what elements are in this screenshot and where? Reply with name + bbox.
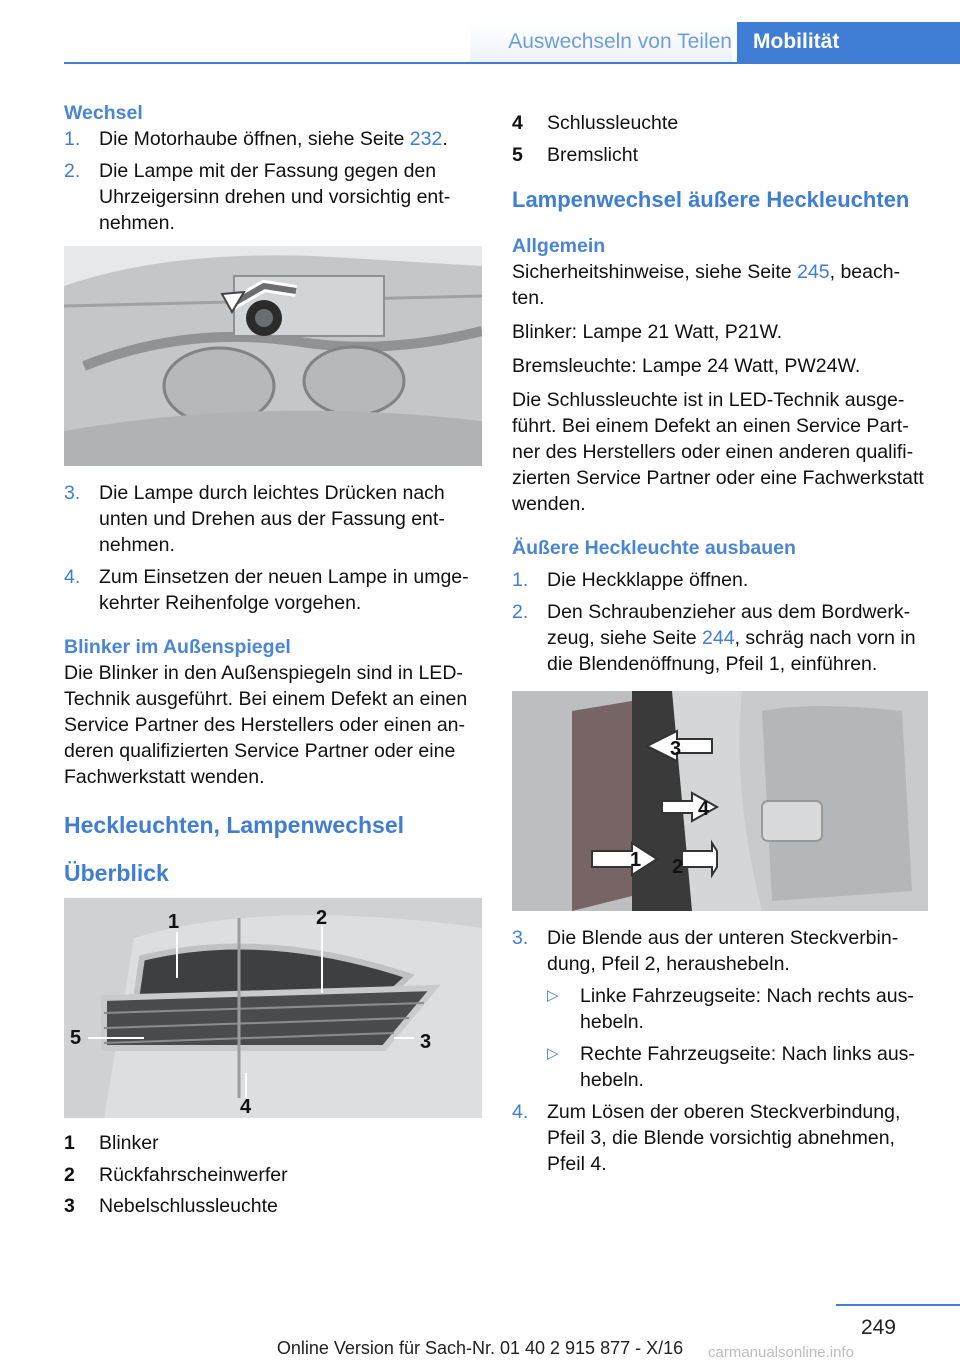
step-text: Die Lampe mit der Fassung gegen den Uhrzeigersinn drehen und vorsichtig ent‐ nehmen. [99, 160, 451, 234]
step-number: 3. [512, 927, 529, 949]
callout-1: 1 [630, 849, 642, 871]
steps-list-b [64, 480, 482, 616]
callout-4: 4 [698, 798, 710, 820]
legend-number: 4 [512, 112, 523, 134]
header-chapter-tab: Mobilität [737, 22, 960, 62]
triangle-bullet-icon: ▷ [547, 987, 559, 1004]
page-header [0, 0, 960, 62]
step-tail: , schräg nach vorn in die Blendenöffnung, Pfeil 1, einführen. [547, 627, 916, 675]
watermark: carmanualsonline.info [708, 1344, 854, 1361]
heading-heckleuchten: Heckleuchten, Lampenwechsel [64, 812, 405, 838]
step-text: Zum Lösen der oberen Steckverbindung, Pfeil 3, die Blende vorsichtig abnehmen, Pfeil 4. [547, 1101, 901, 1175]
step-text: Die Lampe durch leichtes Drücken nach unten und Drehen aus der Fassung ent‐ nehmen. [99, 482, 445, 556]
step-text: Zum Einsetzen der neuen Lampe in umge‐ kehrter Reihenfolge vorgehen. [99, 566, 469, 614]
heading-lampenwechsel-aeussere: Lampenwechsel äußere Heckleuchten [512, 187, 910, 212]
safety-paragraph [512, 259, 930, 311]
callout-1: 1 [168, 911, 180, 933]
triangle-bullet-icon: ▷ [547, 1045, 559, 1062]
legend-label: Nebelschlussleuchte [99, 1195, 278, 1217]
step-text: Die Motorhaube öffnen, siehe Seite [99, 128, 410, 150]
page-link-245[interactable]: 245 [797, 261, 830, 283]
footer-version-text: Online Version für Sach-Nr. 01 40 2 915 877 - X/16 [276, 1338, 684, 1358]
steps-list-d [512, 925, 930, 1177]
step-text: Die Blende aus der unteren Steckverbin‐ dung, Pfeil 2, heraushebeln. [547, 927, 899, 975]
heading-allgemein: Allgemein [512, 235, 606, 257]
legend-number: 2 [64, 1163, 75, 1186]
callout-5: 5 [70, 1027, 82, 1049]
bullet-item [547, 983, 930, 1035]
legend-label: Blinker [99, 1132, 159, 1154]
callout-2: 2 [672, 856, 684, 878]
legend-label: Bremslicht [547, 143, 639, 166]
heading-ueberblick: Überblick [64, 860, 169, 886]
step-1 [512, 567, 930, 593]
legend-number: 5 [512, 143, 523, 166]
legend-item [64, 1162, 482, 1194]
step-1 [64, 126, 482, 152]
steps-list-c [512, 567, 930, 677]
bullet-text: Rechte Fahrzeugseite: Nach links aus‐ hebeln. [580, 1043, 915, 1091]
callout-3: 3 [420, 1031, 432, 1053]
led-paragraph: Die Schlussleuchte ist in LED-Technik ausge‐ führt. Bei einem Defekt an einen Service Part‐ ner des Herstellers oder einen anderen qualifi‐ zierten Service Partner oder eine Fachwerkstatt wenden. [512, 389, 924, 515]
legend-item [512, 142, 930, 174]
safety-tail: , beach‐ ten. [512, 261, 901, 309]
step-text: Den Schraubenzieher aus dem Bordwerk‐ zeug, siehe Seite [547, 601, 911, 649]
step-number: 1. [512, 569, 529, 591]
step-number: 4. [64, 566, 81, 588]
header-rule [64, 62, 960, 64]
legend-number: 1 [64, 1132, 75, 1154]
step-number: 4. [512, 1101, 529, 1123]
heading-wechsel: Wechsel [64, 102, 143, 124]
step-number: 1. [64, 128, 81, 150]
figure-trim-removal [512, 691, 928, 911]
page-number: 249 [860, 1316, 896, 1339]
heading-blinker-aussenspiegel: Blinker im Außenspiegel [64, 636, 291, 658]
legend-item [64, 1130, 482, 1162]
step-number: 3. [64, 482, 81, 504]
step-3 [64, 480, 482, 558]
legend-list-right [512, 110, 930, 173]
sub-bullets [547, 983, 930, 1093]
callout-2: 2 [316, 907, 328, 929]
figure-engine-bay [64, 246, 482, 466]
step-text: Die Heckklappe öffnen. [547, 569, 749, 591]
step-3 [512, 925, 930, 1093]
step-2 [512, 599, 930, 677]
header-section-title: Auswechseln von Teilen [470, 22, 732, 62]
step-number: 2. [64, 160, 81, 182]
step-4 [64, 564, 482, 616]
footer-rule [836, 1304, 960, 1306]
right-column [512, 110, 930, 1183]
legend-label: Rückfahrscheinwerfer [99, 1163, 288, 1186]
page-link-244[interactable]: 244 [702, 627, 735, 649]
bullet-text: Linke Fahrzeugseite: Nach rechts aus‐ hebeln. [580, 985, 914, 1033]
bullet-item [547, 1041, 930, 1093]
legend-number: 3 [64, 1195, 75, 1217]
legend-item [64, 1193, 482, 1225]
step-2 [64, 158, 482, 236]
callout-4: 4 [240, 1096, 252, 1118]
heading-heckleuchte-ausbauen: Äußere Heckleuchte ausbauen [512, 537, 796, 559]
legend-list-left [64, 1130, 482, 1225]
blinker-paragraph: Die Blinker in den Außenspiegeln sind in LED-Technik ausgeführt. Bei einem Defekt an einen Service Partner des Herstellers oder einen an‐ deren qualifizierten Service Partner oder eine Fachwerkstatt wenden. [64, 662, 468, 788]
blinker-spec: Blinker: Lampe 21 Watt, P21W. [512, 321, 783, 343]
legend-item [512, 110, 930, 142]
bremsleuchte-spec: Bremsleuchte: Lampe 24 Watt, PW24W. [512, 355, 861, 377]
page-link-232[interactable]: 232 [409, 128, 443, 150]
figure-tail-light-overview [64, 898, 482, 1118]
legend-label: Schlussleuchte [547, 112, 679, 134]
step-number: 2. [512, 601, 529, 623]
steps-list-a [64, 126, 482, 236]
callout-3: 3 [670, 738, 682, 760]
step-tail: . [442, 128, 448, 150]
safety-text: Sicherheitshinweise, siehe Seite [512, 261, 798, 283]
step-4 [512, 1099, 930, 1177]
left-column [64, 100, 482, 1225]
